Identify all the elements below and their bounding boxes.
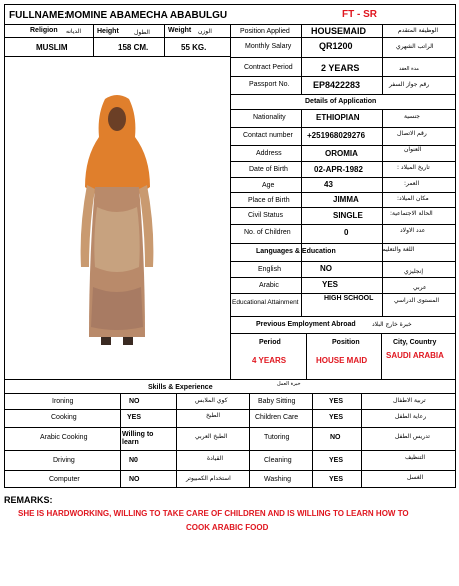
hline-skills-row1 — [4, 393, 456, 394]
detail-value-children: 0 — [344, 228, 349, 237]
hline-civil — [230, 207, 456, 208]
skill-ar-ironing: كوي الملابس — [195, 397, 228, 404]
hline-skills-row2 — [4, 409, 456, 410]
hline-nationality — [230, 109, 456, 110]
remarks-label: REMARKS: — [4, 495, 53, 505]
salary-ar: الراتب الشهري — [396, 43, 434, 50]
hline-salary — [230, 37, 456, 38]
weight-ar: الوزن — [198, 28, 212, 35]
employment-col-period: Period — [259, 339, 281, 346]
hline-children — [230, 224, 456, 225]
skill-ar-washing: الغسل — [407, 474, 424, 481]
hline-contract — [230, 57, 456, 58]
lang-value-education: HIGH SCHOOL — [324, 295, 374, 302]
skills-title-ar: خبرة العمل — [277, 381, 301, 387]
height-ar: الطول — [134, 29, 150, 36]
detail-label-children: No. of Children — [244, 229, 291, 236]
detail-ar-dob: تاريخ الميلاد : — [397, 164, 430, 171]
detail-value-civil: SINGLE — [333, 211, 363, 220]
religion-value: MUSLIM — [36, 43, 68, 52]
hline-english — [230, 261, 456, 262]
detail-ar-age: العمر: — [404, 180, 420, 187]
passport-value: EP8422283 — [313, 80, 361, 90]
skill-label-ironing: Ironing — [52, 398, 74, 405]
detail-ar-children: عدد الاولاد — [400, 227, 426, 234]
religion-label: Religion — [30, 27, 58, 34]
skill-label-cooking: Cooking — [51, 414, 77, 421]
salary-value: QR1200 — [319, 41, 353, 51]
skill-ar-arabic-cooking: الطبخ العربي — [195, 433, 228, 440]
hline-education — [230, 293, 456, 294]
lang-label-arabic: Arabic — [259, 282, 279, 289]
hline-skills-title — [4, 379, 456, 380]
remarks-line2: COOK ARABIC FOOD — [186, 523, 269, 532]
position-label: Position Applied — [240, 28, 290, 35]
contract-value: 2 YEARS — [321, 63, 360, 73]
detail-ar-address: العنوان — [404, 146, 422, 153]
detail-label-dob: Date of Birth — [249, 166, 288, 173]
skill-label-children-care: Children Care — [255, 414, 299, 421]
passport-ar: رقم جواز السفر — [389, 81, 430, 88]
detail-ar-nationality: جنسية — [404, 113, 420, 120]
detail-ar-pob: مكان الميلاد: — [397, 195, 429, 202]
weight-value: 55 KG. — [181, 43, 207, 52]
skill-ar-cleaning: التنظيف — [405, 454, 426, 461]
hline-skills-row5 — [4, 470, 456, 471]
lang-value-english: NO — [320, 264, 332, 273]
hline-pob — [230, 192, 456, 193]
skill-ar-children-care: رعاية الطفل — [395, 413, 427, 420]
skill-value-cleaning: YES — [329, 457, 344, 464]
detail-label-nationality: Nationality — [253, 114, 286, 121]
detail-ar-civil: الحالة الاجتماعية: — [390, 210, 433, 217]
skill-label-computer: Computer — [49, 476, 80, 483]
employment-col-position: Position — [332, 339, 360, 346]
form-code: FT - SR — [342, 9, 377, 20]
hline-address — [230, 145, 456, 146]
lang-ar-education: المستوى الدراسي — [394, 297, 440, 304]
skills-col3-line — [249, 393, 250, 488]
skill-value-baby-sitting: YES — [329, 398, 344, 405]
skill-value-ironing: NO — [129, 398, 140, 405]
position-ar: الوظيفة المتقدم — [398, 27, 439, 34]
skill-value-tutoring: NO — [330, 434, 341, 441]
basic-col2-line — [164, 24, 165, 57]
hline-dob — [230, 161, 456, 162]
position-value: HOUSEMAID — [311, 26, 367, 36]
right-col-label-line — [301, 24, 302, 94]
hline-employment-title — [230, 316, 456, 317]
hline-skills-row4 — [4, 450, 456, 451]
details-ar-line — [382, 109, 383, 316]
skill-ar-baby-sitting: تربية الاطفال — [393, 397, 426, 404]
lang-ar-arabic: عربي — [413, 284, 427, 291]
details-label-line — [301, 109, 302, 316]
languages-title: Languages & Education — [256, 248, 336, 255]
height-label: Height — [97, 28, 119, 35]
skill-value-arabic-cooking: Willing to learn — [122, 431, 154, 446]
employment-position: HOUSE MAID — [316, 356, 368, 365]
details-title: Details of Application — [305, 98, 377, 105]
skill-label-arabic-cooking: Arabic Cooking — [40, 434, 88, 441]
basic-labels-divider — [4, 37, 230, 38]
languages-title-ar: اللغة والتعليم — [382, 246, 415, 253]
skill-value-children-care: YES — [329, 414, 344, 421]
hline-arabic — [230, 277, 456, 278]
hline-employment-cols — [230, 333, 456, 334]
right-col-ar-line — [382, 24, 383, 94]
skill-label-tutoring: Tutoring — [264, 434, 290, 441]
detail-value-pob: JIMMA — [333, 195, 359, 204]
religion-ar: الديانه — [66, 28, 82, 35]
applicant-figure — [5, 57, 230, 379]
skill-ar-driving: القيادة — [207, 455, 223, 462]
photo-right-divider — [230, 24, 231, 379]
detail-value-contact: +251968029276 — [307, 131, 366, 140]
detail-label-contact: Contact number — [243, 132, 293, 139]
detail-ar-contact: رقم الاتصال — [397, 130, 427, 137]
hline-details-title — [230, 94, 456, 95]
detail-label-age: Age — [262, 182, 275, 189]
contract-label: Contract Period — [244, 64, 293, 71]
lang-label-education: Educational Attainment — [232, 299, 299, 306]
hline-skills-row3 — [4, 427, 456, 428]
detail-label-pob: Place of Birth — [248, 197, 290, 204]
skills-title: Skills & Experience — [148, 384, 213, 391]
skills-col1-line — [120, 393, 121, 488]
skills-col2-line — [176, 393, 177, 488]
fullname-value: MOMINE ABAMECHA ABABULGU — [66, 10, 228, 21]
detail-value-nationality: ETHIOPIAN — [316, 113, 360, 122]
skill-ar-tutoring: تدريس الطفل — [395, 433, 430, 440]
employment-title-ar: خبرة خارج البلاد — [372, 321, 412, 328]
skill-value-computer: NO — [129, 476, 140, 483]
detail-value-dob: 02-APR-1982 — [314, 165, 363, 174]
employment-col2-line — [381, 333, 382, 379]
lang-value-arabic: YES — [322, 280, 339, 289]
skills-col4-line — [312, 393, 313, 488]
skill-label-driving: Driving — [53, 457, 75, 464]
height-value: 158 CM. — [118, 43, 149, 52]
skill-label-cleaning: Cleaning — [264, 457, 292, 464]
skill-label-washing: Washing — [264, 476, 291, 483]
lang-label-english: English — [258, 266, 281, 273]
lang-ar-english: إنجليزي — [404, 268, 424, 275]
skill-value-washing: YES — [329, 476, 344, 483]
skill-label-baby-sitting: Baby Sitting — [258, 398, 296, 405]
detail-value-age: 43 — [324, 180, 333, 189]
detail-value-address: OROMIA — [325, 149, 358, 158]
detail-label-civil: Civil Status — [248, 212, 284, 219]
skills-col5-line — [361, 393, 362, 488]
basic-col1-line — [93, 24, 94, 57]
weight-label: Weight — [168, 27, 192, 34]
hline-lang-title — [230, 243, 456, 244]
skill-ar-cooking: الطبخ — [206, 412, 221, 419]
employment-country: SAUDI ARABIA — [386, 351, 444, 360]
skill-value-cooking: YES — [127, 414, 142, 421]
hline-age — [230, 177, 456, 178]
hline-contact — [230, 127, 456, 128]
salary-label: Monthly Salary — [245, 43, 292, 50]
employment-col-country: City, Country — [393, 339, 437, 346]
applicant-photo — [5, 57, 230, 379]
skill-value-driving: N0 — [129, 457, 138, 464]
detail-label-address: Address — [256, 150, 282, 157]
fullname-label: FULLNAME: — [9, 10, 68, 21]
contract-ar: مدة العقد — [399, 66, 419, 72]
employment-period: 4 YEARS — [252, 356, 287, 365]
passport-label: Passport No. — [249, 81, 290, 88]
hline-passport — [230, 76, 456, 77]
employment-title: Previous Employment Abroad — [256, 321, 356, 328]
employment-col1-line — [306, 333, 307, 379]
skill-ar-computer: استخدام الكمبيوتر — [186, 475, 231, 482]
remarks-line1: SHE IS HARDWORKING, WILLING TO TAKE CARE OF CHILDREN AND IS WILLING TO LEARN HOW TO — [18, 509, 409, 518]
